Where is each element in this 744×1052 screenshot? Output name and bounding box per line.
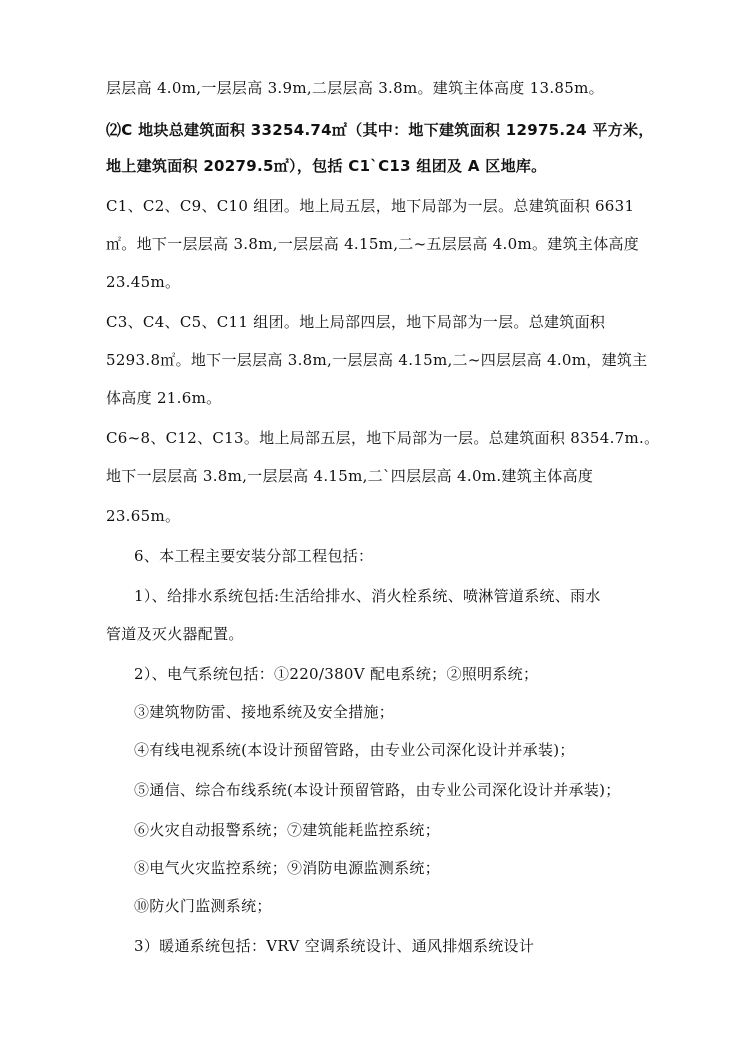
item-communication: ⑤通信、综合布线系统(本设计预留管路，由专业公司深化设计并承装)；: [134, 781, 621, 799]
text-c1-group: C1、C2、C9、C10 组团。地上局五层，地下局部为一层。总建筑面积 6631: [106, 197, 635, 215]
heading-c-block-cont: 地上建筑面积 20279.5㎡），包括 C1`C13 组团及 A 区地库。: [106, 157, 547, 175]
text-c6-group: C6~8、C12、C13。地上局部五层，地下局部为一层。总建筑面积 8354.7m.。: [106, 429, 660, 447]
text-c3-group-2: 5293.8㎡。地下一层层高 3.8m,一层层高 4.15m,二~四层层高 4.0m，建筑主: [106, 351, 648, 369]
item-electrical-system: 2）、电气系统包括：①220/380V 配电系统；②照明系统；: [134, 665, 539, 683]
item-fire-alarm: ⑥火灾自动报警系统；⑦建筑能耗监控系统；: [134, 821, 441, 839]
item-water-system-cont: 管道及灭火器配置。: [106, 625, 244, 643]
heading-c-block: ⑵C 地块总建筑面积 33254.74㎡（其中：地下建筑面积 12975.24 平方米，: [106, 121, 654, 139]
section-6-heading: 6、本工程主要安装分部工程包括：: [134, 547, 374, 565]
item-fire-door: ⑩防火门监测系统；: [134, 897, 272, 915]
text-c1-group-2: ㎡。地下一层层高 3.8m,一层层高 4.15m,二~五层层高 4.0m。建筑主体高度: [106, 235, 640, 253]
item-cable-tv: ④有线电视系统(本设计预留管路，由专业公司深化设计并承装)；: [134, 741, 575, 759]
text-c1-group-3: 23.45m。: [106, 273, 181, 291]
item-lightning-protection: ③建筑物防雷、接地系统及安全措施；: [134, 703, 395, 721]
item-electrical-fire: ⑧电气火灾监控系统；⑨消防电源监测系统；: [134, 859, 441, 877]
text-line-1: 层层高 4.0m,一层层高 3.9m,二层层高 3.8m。建筑主体高度 13.85m。: [106, 79, 604, 97]
text-c3-group-3: 体高度 21.6m。: [106, 389, 222, 407]
item-water-system: 1）、给排水系统包括:生活给排水、消火栓系统、喷淋管道系统、雨水: [134, 587, 601, 605]
item-hvac-system: 3）暖通系统包括：VRV 空调系统设计、通风排烟系统设计: [134, 937, 535, 955]
text-c6-group-3: 23.65m。: [106, 507, 181, 525]
text-c6-group-2: 地下一层层高 3.8m,一层层高 4.15m,二`四层层高 4.0m.建筑主体高度: [106, 467, 594, 485]
text-c3-group: C3、C4、C5、C11 组团。地上局部四层，地下局部为一层。总建筑面积: [106, 313, 606, 331]
